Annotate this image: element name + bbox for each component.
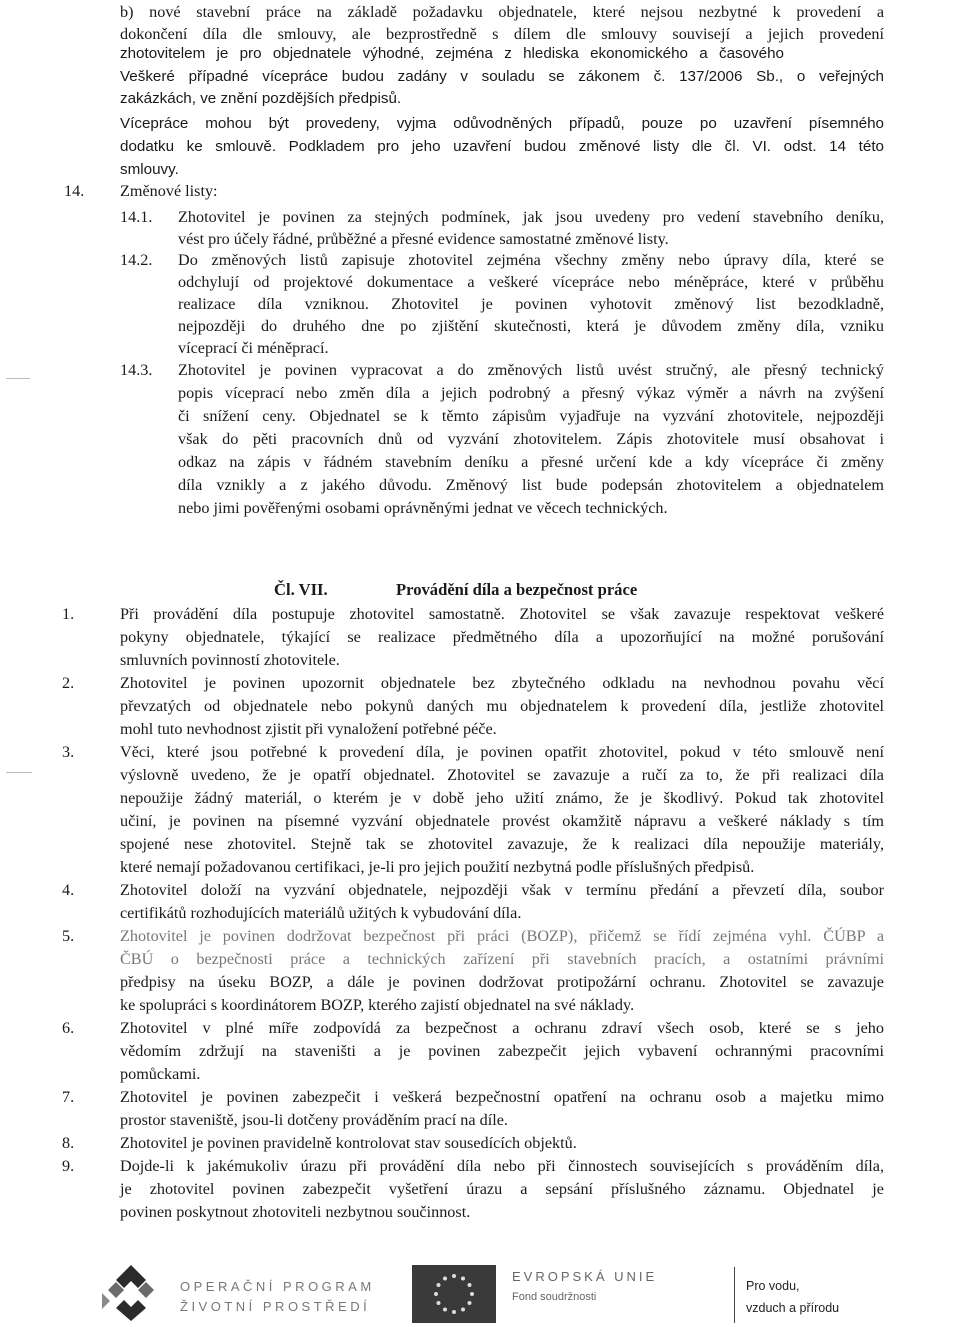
text-line: pokyny objednatele, týkající se realizace předmětného díla a upozorňující na možné porušování xyxy=(120,628,884,646)
text-line: smlouvy. xyxy=(120,161,179,178)
paragraph-number: 6. xyxy=(62,1019,75,1037)
text-line: Věci, které jsou potřebné k provedení díla, je povinen opatřit zhotovitel, pokud v této smlouvě není xyxy=(120,743,884,761)
text-line: nepoužije žádný materiál, o kterém je v době jeho užití známo, že je škodlivý. Pokud tak zhotovitel xyxy=(120,789,884,807)
text-line: nebo jimi pověřenými osobami oprávněnými jednat ve věcech technických. xyxy=(178,499,668,517)
paragraph-number: 4. xyxy=(62,881,75,899)
text-line: Zhotovitel je povinen vypracovat a do změnových listů uvést stručný, ale přesný technický xyxy=(178,361,884,379)
text-line: prostor staveniště, jsou-li dotčeny prováděním prací na díle. xyxy=(120,1111,508,1129)
text-line: b) nové stavební práce na základě požadavku objednatele, které nejsou nezbytné k provedení a xyxy=(120,3,884,21)
scan-margin-mark xyxy=(6,772,32,773)
text-line: zakázkách, ve znění pozdějších předpisů. xyxy=(120,90,402,107)
text-line: Zhotovitel v plné míře zodpovídá za bezpečnost a ochranu zdraví všech osob, které se s jeho xyxy=(120,1019,884,1037)
operational-program-logo-icon xyxy=(98,1263,164,1323)
text-line: vést pro účely řádné, průběžné a přesné evidence samostatné změnové listy. xyxy=(178,230,669,248)
paragraph-number: 9. xyxy=(62,1157,75,1175)
eu-flag-icon xyxy=(412,1265,496,1323)
text-line: povinen poskytnout zhotoviteli nezbytnou součinnost. xyxy=(120,1203,471,1221)
text-line: realizace díla vzniknou. Zhotovitel je povinen vyhotovit změnový list bezodkladně, xyxy=(178,295,884,313)
text-line: pomůckami. xyxy=(120,1065,201,1083)
scan-margin-mark xyxy=(6,378,30,379)
text-line: víceprací či méněprací. xyxy=(178,339,329,357)
text-line: vědomím zdržují na staveništi a je povinen zabezpečit jejich vybavení ochrannými pracovními xyxy=(120,1042,884,1060)
text-line: díla vznikly a z jakého důvodu. Změnový list bude podepsán zhotovitelem a objednatelem xyxy=(178,476,884,494)
article-number: Čl. VII. xyxy=(274,580,328,599)
text-line: Dojde-li k jakémukoliv úrazu při provádění díla nebo při činnostech souvisejících s prováděním díla, xyxy=(120,1157,884,1175)
text-line: odchylují od projektové dokumentace a veškeré vícepráce nebo méněpráce, které v průběhu xyxy=(178,273,884,291)
text-line: nejpozději do druhého dne po zjištění skutečnosti, která je důvodem změny díla, vzniku xyxy=(178,317,884,335)
text-line: Zhotovitel je povinen za stejných podmínek, jak jsou uvedeny pro vedení stavebního deníku, xyxy=(178,208,884,226)
text-line: ke spolupráci s koordinátorem BOZP, kterého zajistí objednatel na své náklady. xyxy=(120,996,635,1014)
text-line: popis víceprací nebo změn díla a jejich podrobný a přesný výkaz výměr a návrh na zvýšení xyxy=(178,384,884,402)
text-line: mohl tuto nevhodnost zjistit při vynaložení potřebné péče. xyxy=(120,720,497,738)
item-number: 14.1. xyxy=(120,208,153,226)
slogan-line2: vzduch a přírodu xyxy=(746,1301,840,1315)
program-name-line1: OPERAČNÍ PROGRAM xyxy=(180,1279,375,1294)
eu-name: EVROPSKÁ UNIE xyxy=(512,1269,658,1284)
text-line: spojené nese zhotovitel. Stejně tak se zhotovitel zavazuje, že k realizaci díla nepoužije materiály, xyxy=(120,835,884,853)
paragraph-number: 5. xyxy=(62,927,75,945)
text-line: Veškeré případné vícepráce budou zadány v souladu se zákonem č. 137/2006 Sb., o veřejných xyxy=(120,68,884,85)
footer-logos xyxy=(0,1255,960,1327)
text-line: či snížení ceny. Objednatel se k těmto zápisům vyjadřuje na vyzvání zhotovitele, nejpozději xyxy=(178,407,884,425)
text-line: certifikátů rozhodujících materiálů užitých k vybudování díla. xyxy=(120,904,522,922)
text-line: ČBÚ o bezpečnosti práce a technických zařízení při stavebních pracích, a ostatními právními xyxy=(120,950,884,968)
text-line: však do pěti pracovních dnů od vyzvání zhotovitelem. Zápis zhotovitele musí obsahovat i xyxy=(178,430,884,448)
text-line: je zhotovitel povinen zabezpečit vyšetření úrazu a sepsání příslušného záznamu. Objednatel je xyxy=(120,1180,884,1198)
paragraph-number: 8. xyxy=(62,1134,75,1152)
text-line: Při provádění díla postupuje zhotovitel samostatně. Zhotovitel se však zavazuje respektovat veškeré xyxy=(120,605,884,623)
text-line: Zhotovitel doloží na vyzvání objednatele, nejpozději však v termínu předání a převzetí díla, soubor xyxy=(120,881,884,899)
article-title: Provádění díla a bezpečnost práce xyxy=(396,580,638,599)
paragraph-number: 3. xyxy=(62,743,75,761)
text-line: Zhotovitel je povinen zabezpečit i veškerá bezpečnostní opatření na ochranu osob a majetku mimo xyxy=(120,1088,884,1106)
text-line: převzatých od objednatele nebo pokynů daných mu objednatelem k provedení díla, jestliže zhotovitel xyxy=(120,697,884,715)
item-number: 14.3. xyxy=(120,361,153,379)
section-title: Změnové listy: xyxy=(120,182,218,200)
paragraph-number: 2. xyxy=(62,674,75,692)
text-line: dokončení díla dle smlouvy, ale bezprostředně s dílem dle smlouvy souvisejí a jejich provedení xyxy=(120,25,884,43)
footer-divider xyxy=(734,1267,735,1323)
text-line: učiní, je povinen na písemné vyzvání objednatele provést okamžitě nápravu a veškeré náklady s tím xyxy=(120,812,884,830)
slogan-line1: Pro vodu, xyxy=(746,1279,800,1293)
text-line: výslovně uvedeno, že je opatří objednatel. Zhotovitel se zavazuje a ručí za to, že při realizaci díla xyxy=(120,766,884,784)
text-line: Zhotovitel je povinen upozornit objednatele bez zbytečného odkladu na nevhodnou povahu věcí xyxy=(120,674,884,692)
text-line: Zhotovitel je povinen dodržovat bezpečnost při práci (BOZP), přičemž se řídí zejména vyhl. ČÚBP a xyxy=(120,927,884,945)
text-line: které nemají požadovanou certifikaci, je-li pro jejich použití nezbytná podle příslušných předpisů. xyxy=(120,858,755,876)
item-number: 14.2. xyxy=(120,251,153,269)
section-number: 14. xyxy=(64,182,85,200)
text-line: Do změnových listů zapisuje zhotovitel zejména všechny změny nebo úpravy díla, které se xyxy=(178,251,884,269)
text-line: Vícepráce mohou být provedeny, vyjma odůvodněných případů, pouze po uzavření písemného xyxy=(120,115,884,132)
paragraph-number: 1. xyxy=(62,605,75,623)
text-line: odkaz na zápis v řádném stavebním deníku a přesné určení kde a kdy vícepráce či změny xyxy=(178,453,884,471)
cohesion-fund: Fond soudržnosti xyxy=(512,1291,597,1303)
text-line: dodatku ke smlouvě. Podkladem pro jeho uzavření budou změnové listy dle čl. VI. odst. 14 této xyxy=(120,138,884,155)
program-name-line2: ŽIVOTNÍ PROSTŘEDÍ xyxy=(180,1299,371,1314)
paragraph-number: 7. xyxy=(62,1088,75,1106)
text-line: smluvních povinností zhotovitele. xyxy=(120,651,340,669)
text-line: Zhotovitel je povinen pravidelně kontrolovat stav sousedících objektů. xyxy=(120,1134,577,1152)
text-line: zhotovitelem je pro objednatele výhodné, zejména z hlediska ekonomického a časového xyxy=(120,45,784,62)
text-line: předpisy na úseku BOZP, a dále je povinen dodržovat protipožární ochranu. Zhotovitel se zavazuje xyxy=(120,973,884,991)
